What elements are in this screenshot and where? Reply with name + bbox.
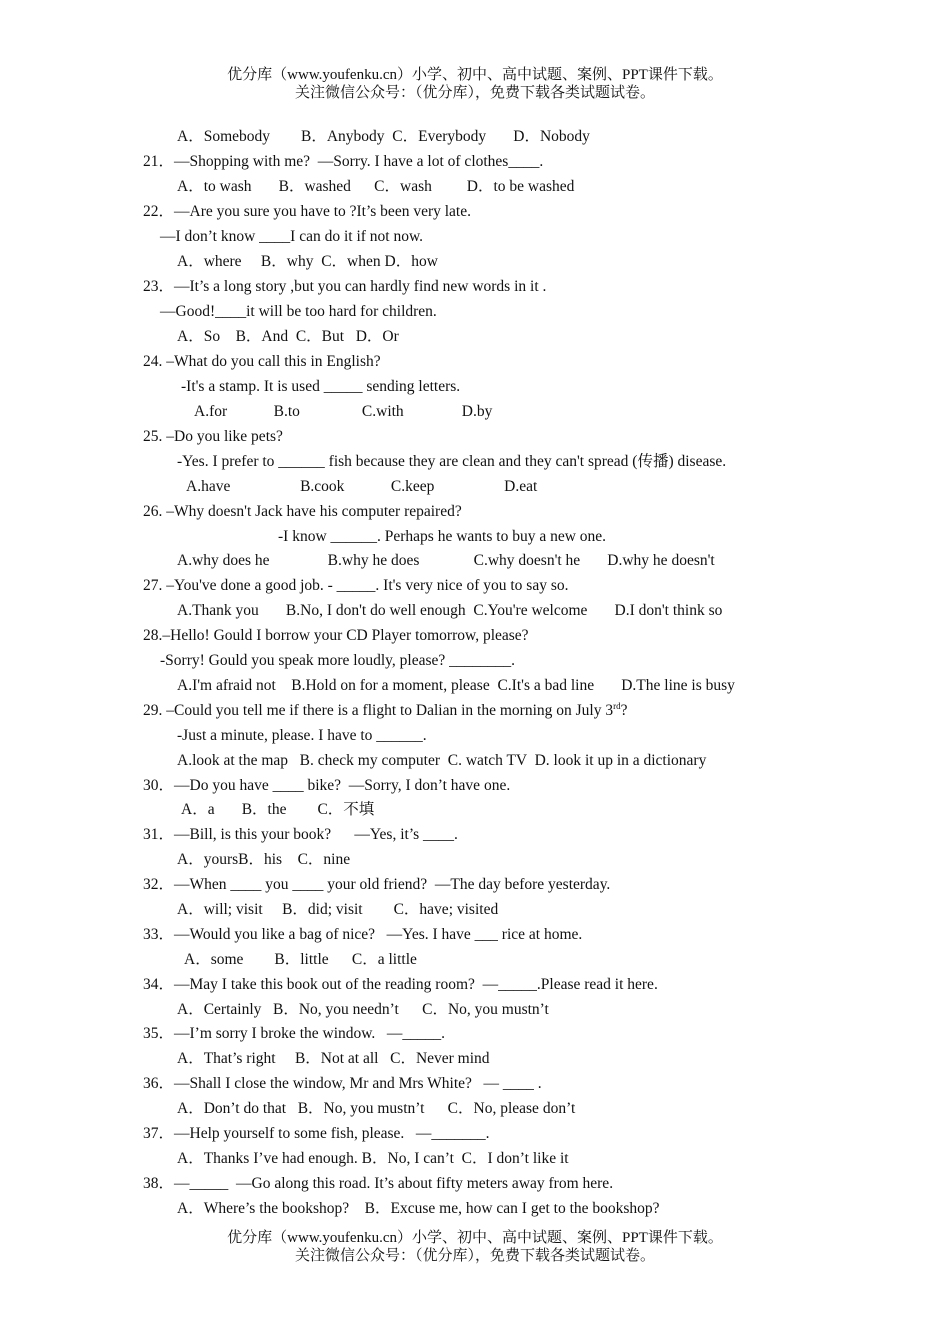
exam-line: A.why does he B.why he does C.why doesn't he D.why he doesn't	[177, 552, 715, 569]
exam-line: A．Don’t do that B．No, you mustn’t C．No, please don’t	[177, 1100, 576, 1117]
exam-line: A．some B．little C．a little	[184, 951, 417, 968]
exam-line: A．will; visit B．did; visit C．have; visited	[177, 901, 499, 918]
exam-line: A．Thanks I’ve had enough. B．No, I can’t C．I don’t like it	[177, 1150, 569, 1167]
exam-line: 33．—Would you like a bag of nice? —Yes. I have ___ rice at home.	[143, 926, 583, 943]
page-footer	[0, 1229, 950, 1265]
exam-line: 22．—Are you sure you have to ?It’s been very late.	[143, 203, 471, 220]
header-line-1: 优分库（www.youfenku.cn）小学、初中、高中试题、案例、PPT课件下载。	[227, 67, 723, 83]
exam-line: A．where B．why C．when D．how	[177, 253, 438, 270]
exam-line: 32．—When ____ you ____ your old friend? —The day before yesterday.	[143, 876, 611, 893]
exam-line: A．to wash B．washed C．wash D．to be washed	[177, 178, 575, 195]
exam-line: 34．—May I take this book out of the reading room? —_____.Please read it here.	[143, 976, 658, 993]
exam-line: 31．—Bill, is this your book? —Yes, it’s ____.	[143, 826, 458, 843]
exam-line: A．Certainly B．No, you needn’t C．No, you mustn’t	[177, 1001, 549, 1018]
exam-line: 38．—_____ —Go along this road. It’s about fifty meters away from here.	[143, 1175, 614, 1192]
exam-line: 26. –Why doesn't Jack have his computer repaired?	[143, 503, 462, 520]
exam-line: A.I'm afraid not B.Hold on for a moment, please C.It's a bad line D.The line is busy	[177, 677, 735, 694]
exam-line: —Good!____it will be too hard for children.	[160, 303, 437, 320]
exam-line: 35．—I’m sorry I broke the window. —_____.	[143, 1025, 446, 1042]
exam-line: -I know ______. Perhaps he wants to buy a new one.	[278, 528, 607, 545]
exam-line: 37．—Help yourself to some fish, please. —_______.	[143, 1125, 490, 1142]
exam-line: 27. –You've done a good job. - _____. It's very nice of you to say so.	[143, 577, 569, 594]
footer-line-2: 关注微信公众号：（优分库），免费下载各类试题试卷。	[294, 1248, 655, 1264]
exam-line: A．Where’s the bookshop? B．Excuse me, how can I get to the bookshop?	[177, 1200, 660, 1217]
exam-line: -Just a minute, please. I have to ______.	[177, 727, 427, 744]
exam-line: A．That’s right B．Not at all C．Never mind	[177, 1050, 490, 1067]
exam-line: -It's a stamp. It is used _____ sending letters.	[181, 378, 461, 395]
exam-line: 28.–Hello! Gould I borrow your CD Player tomorrow, please?	[143, 627, 529, 644]
exam-line: A.look at the map B. check my computer C. watch TV D. look it up in a dictionary	[177, 752, 707, 769]
exam-line: 30．—Do you have ____ bike? —Sorry, I don’t have one.	[143, 777, 511, 794]
exam-line: -Sorry! Gould you speak more loudly, please? ________.	[160, 652, 515, 669]
exam-line: 25. –Do you like pets?	[143, 428, 283, 445]
exam-line: 24. –What do you call this in English?	[143, 353, 381, 370]
exam-line: A.have B.cook C.keep D.eat	[186, 478, 538, 495]
exam-line: A．a B．the C．不填	[181, 801, 375, 818]
exam-line: A．So B．And C．But D．Or	[177, 328, 399, 345]
exam-line: 21．—Shopping with me? —Sorry. I have a lot of clothes____.	[143, 153, 544, 170]
exam-line: 36．—Shall I close the window, Mr and Mrs White? — ____ .	[143, 1075, 542, 1092]
exam-line: A．yoursB．his C．nine	[177, 851, 351, 868]
exam-line: A.Thank you B.No, I don't do well enough C.You're welcome D.I don't think so	[177, 602, 723, 619]
exam-line: —I don’t know ____I can do it if not now.	[160, 228, 424, 245]
exam-line: 23．—It’s a long story ,but you can hardly find new words in it .	[143, 278, 547, 295]
footer-line-1: 优分库（www.youfenku.cn）小学、初中、高中试题、案例、PPT课件下载。	[227, 1230, 723, 1246]
page-header	[0, 66, 950, 102]
header-line-2: 关注微信公众号：（优分库），免费下载各类试题试卷。	[294, 85, 655, 101]
exam-line: A．Somebody B．Anybody C．Everybody D．Nobody	[177, 128, 590, 145]
question-29: 29. –Could you tell me if there is a flight to Dalian in the morning on July 3rd?	[143, 700, 628, 719]
exam-line: A.for B.to C.with D.by	[194, 403, 493, 420]
exam-line: -Yes. I prefer to ______ fish because they are clean and they can't spread (传播) disease.	[177, 453, 727, 470]
